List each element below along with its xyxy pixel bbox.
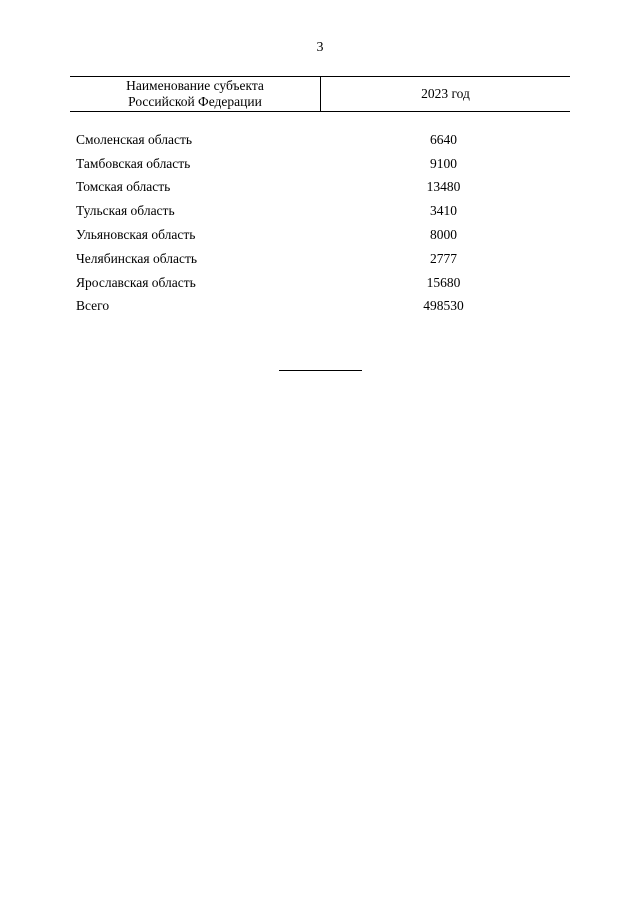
table-row	[76, 271, 570, 295]
region-name: Ульяновская область	[76, 227, 196, 243]
header-region-name-line2: Российской Федерации	[128, 94, 262, 109]
table-row	[76, 199, 570, 223]
region-name: Смоленская область	[76, 131, 193, 147]
region-value: 2777	[430, 250, 457, 266]
region-name: Тамбовская область	[76, 155, 191, 171]
table-row-total	[76, 295, 570, 319]
total-value: 498530	[423, 298, 464, 314]
header-region-name-line1: Наименование субъекта	[126, 78, 264, 93]
region-name: Тульская область	[76, 203, 175, 219]
table-row	[76, 152, 570, 176]
region-value: 15680	[426, 274, 461, 290]
total-label: Всего	[76, 298, 110, 314]
region-value: 3410	[430, 203, 457, 219]
region-value: 8000	[430, 227, 457, 243]
region-value: 13480	[426, 179, 461, 195]
region-name: Ярославская область	[76, 274, 196, 290]
table-row	[76, 128, 570, 152]
table-row	[76, 223, 570, 247]
table-row	[76, 176, 570, 200]
region-name: Томская область	[76, 179, 171, 195]
region-value: 9100	[430, 155, 457, 171]
region-value: 6640	[430, 131, 457, 147]
table-row	[76, 247, 570, 271]
page-number: 3	[316, 40, 324, 55]
header-year: 2023 год	[421, 86, 470, 101]
table-body	[76, 128, 570, 318]
table-header	[70, 76, 570, 112]
header-region-name	[70, 77, 321, 111]
end-divider	[279, 370, 362, 371]
region-name: Челябинская область	[76, 250, 198, 266]
